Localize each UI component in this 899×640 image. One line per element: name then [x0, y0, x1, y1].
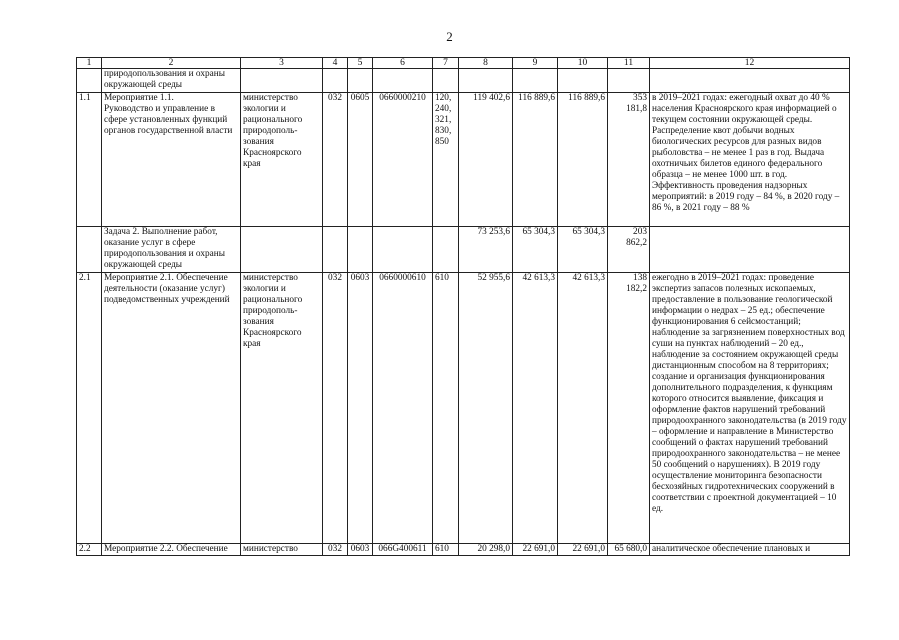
activity-name: Мероприятие 2.2. Обеспечение	[102, 544, 241, 556]
column-number: 10	[558, 58, 608, 69]
grbs-code: 032	[323, 544, 348, 556]
column-number: 9	[513, 58, 558, 69]
column-number: 3	[241, 58, 323, 69]
column-number: 1	[77, 58, 102, 69]
row-number	[77, 69, 102, 93]
activity-name: Мероприятие 2.1. Обеспечение деятельности (оказание услуг) подведомственных учреждений	[102, 273, 241, 544]
amount-2019: 119 402,6	[459, 93, 513, 227]
column-number: 11	[608, 58, 650, 69]
column-number: 12	[650, 58, 850, 69]
target-article-code: 0660000210	[373, 93, 433, 227]
amount-2021: 116 889,6	[558, 93, 608, 227]
responsible-body	[241, 227, 323, 273]
target-article-code	[373, 227, 433, 273]
row-number: 1.1	[77, 93, 102, 227]
column-number: 4	[323, 58, 348, 69]
amount-total: 65 680,0	[608, 544, 650, 556]
expected-result: аналитическое обеспечение плановых и	[650, 544, 850, 556]
expense-type-code: 610	[433, 544, 459, 556]
table-row	[77, 227, 850, 273]
row-number	[77, 227, 102, 273]
responsible-body: министерство экологии и рационального природополь- зования Красноярского края	[241, 273, 323, 544]
amount-2019: 52 955,6	[459, 273, 513, 544]
amount-total: 203 862,2	[608, 227, 650, 273]
table-row	[77, 93, 850, 227]
amount-2020: 42 613,3	[513, 273, 558, 544]
expense-type-code	[433, 227, 459, 273]
section-code: 0605	[348, 93, 373, 227]
grbs-code	[323, 227, 348, 273]
amount-2021: 22 691,0	[558, 544, 608, 556]
activity-name: природопользования и охраны окружающей среды	[102, 69, 241, 93]
expense-type-code	[433, 69, 459, 93]
table-row	[77, 544, 850, 556]
amount-2021	[558, 69, 608, 93]
expected-result	[650, 69, 850, 93]
table-header-row	[77, 58, 850, 69]
section-code: 0603	[348, 273, 373, 544]
responsible-body: министерство	[241, 544, 323, 556]
table-row	[77, 69, 850, 93]
table-row	[77, 273, 850, 544]
grbs-code	[323, 69, 348, 93]
grbs-code: 032	[323, 273, 348, 544]
amount-2020: 65 304,3	[513, 227, 558, 273]
amount-2019: 20 298,0	[459, 544, 513, 556]
column-number: 2	[102, 58, 241, 69]
responsible-body: министерство экологии и рационального природополь- зования Красноярского края	[241, 93, 323, 227]
section-code: 0603	[348, 544, 373, 556]
task-name: Задача 2. Выполнение работ, оказание услуг в сфере природопользования и охраны окружающей среды	[102, 227, 241, 273]
expense-type-code: 120, 240, 321, 830, 850	[433, 93, 459, 227]
amount-total: 138 182,2	[608, 273, 650, 544]
responsible-body	[241, 69, 323, 93]
amount-2020: 116 889,6	[513, 93, 558, 227]
row-number: 2.2	[77, 544, 102, 556]
amount-2021: 65 304,3	[558, 227, 608, 273]
amount-2019	[459, 69, 513, 93]
row-number: 2.1	[77, 273, 102, 544]
expected-result: ежегодно в 2019–2021 годах: проведение экспертиз запасов полезных ископаемых, предоставление в пользование геологической информации о недрах – 25 ед.; обеспечение функционирования 6 сейсмостанций; наблюдение за загрязнением поверхностных вод суши на пунктах наблюдений – 20 ед., наблюдение за состоянием окружающей среды дистанционным способом на 8 территориях; создание и организация функционирования дополнительного подразделения, к функциям которого относится выявление, фиксация и оформление фактов нарушений требований природоохранного законодательства (в 2019 году – оформление и направление в Министерство сообщений о фактах нарушений требований природоохранного законодательства – не менее 50 сообщений о нарушениях). В 2019 году осуществление мониторинга безопасности бесхозяйных гидротехнических сооружений в соответствии с проектной документацией – 10 ед.	[650, 273, 850, 544]
section-code	[348, 227, 373, 273]
target-article-code	[373, 69, 433, 93]
column-number: 6	[373, 58, 433, 69]
expected-result	[650, 227, 850, 273]
activity-name: Мероприятие 1.1. Руководство и управление в сфере установленных функций органов государственной власти	[102, 93, 241, 227]
grbs-code: 032	[323, 93, 348, 227]
target-article-code: 066G400611	[373, 544, 433, 556]
column-number: 5	[348, 58, 373, 69]
amount-2020	[513, 69, 558, 93]
page-number: 2	[446, 29, 453, 44]
amount-2021: 42 613,3	[558, 273, 608, 544]
amount-total	[608, 69, 650, 93]
column-number: 8	[459, 58, 513, 69]
program-activities-table	[76, 57, 850, 556]
section-code	[348, 69, 373, 93]
expense-type-code: 610	[433, 273, 459, 544]
target-article-code: 0660000610	[373, 273, 433, 544]
amount-2020: 22 691,0	[513, 544, 558, 556]
column-number: 7	[433, 58, 459, 69]
amount-total: 353 181,8	[608, 93, 650, 227]
amount-2019: 73 253,6	[459, 227, 513, 273]
expected-result: в 2019–2021 годах: ежегодный охват до 40 % населения Красноярского края информацией о текущем состоянии окружающей среды. Распределение квот добычи водных биологических ресурсов для разных видов рыболовства – не менее 1 раз в год. Выдача охотничьих билетов единого федерального образца – не менее 1000 шт. в год. Эффективность проведения надзорных мероприятий: в 2019 году – 84 %, в 2020 году – 86 %, в 2021 году – 88 %	[650, 93, 850, 227]
